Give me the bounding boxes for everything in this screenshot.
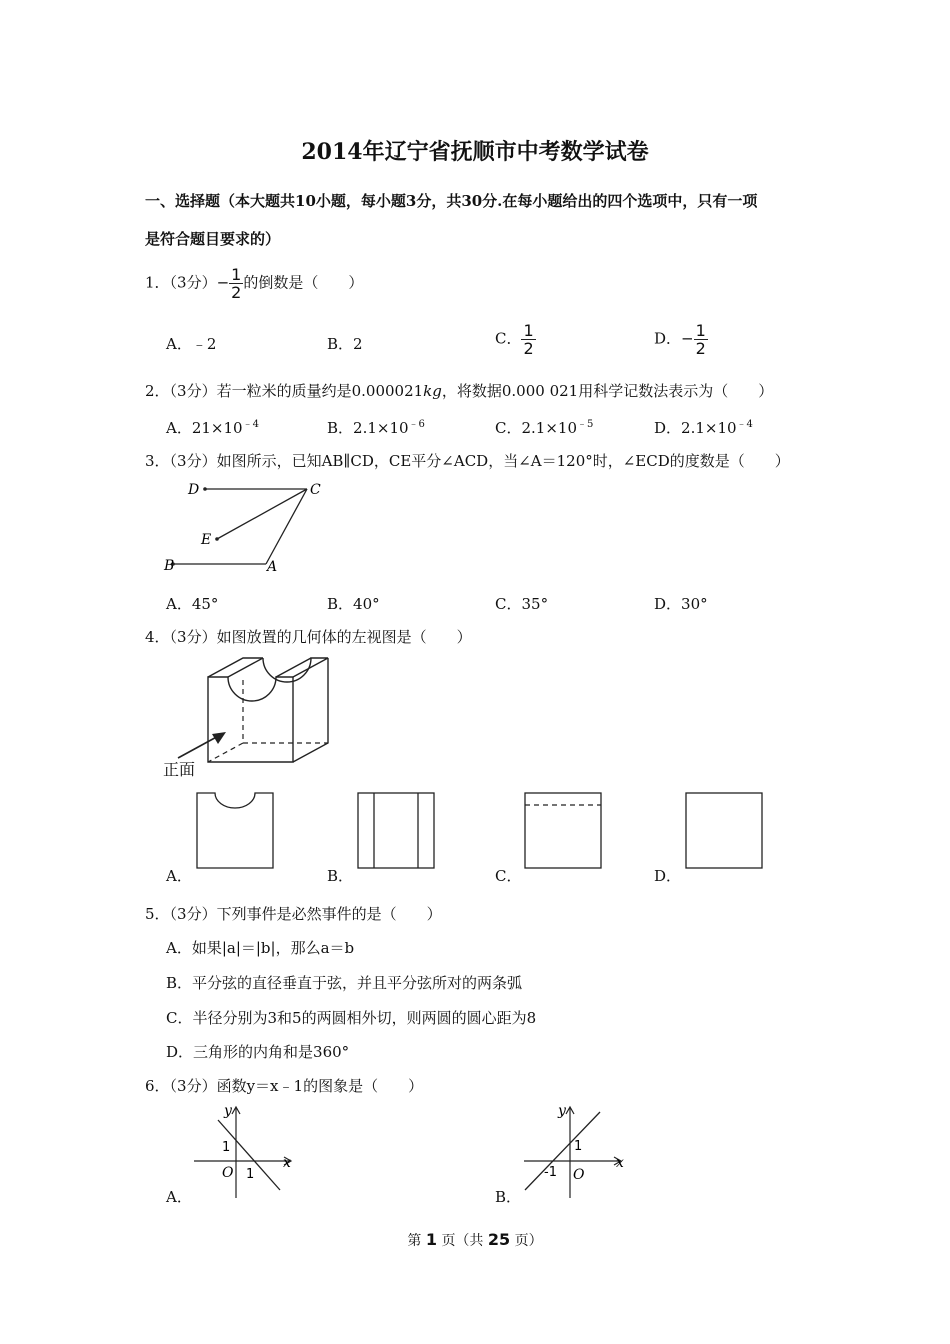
q1-d-num: 1 [695,321,706,340]
q4-front-label: 正面 [163,760,196,779]
q2-option-c [495,415,593,438]
q3-label-b: B [164,558,175,574]
q2-option-d [654,415,753,438]
q3-point-d [203,487,207,491]
q4-solid-lines [208,655,328,762]
q4-d-rect [686,793,762,868]
q4-a-shape [197,793,273,868]
q6b-label-one-y: 1 [574,1139,583,1154]
q2-d-exp: ﹣4 [736,419,753,430]
q6b-label-neg-one: -1 [544,1165,557,1180]
q2-b-base: B．2.1×10 [327,419,409,437]
q4-c-rect [525,793,601,868]
footer-total-pages: 25 [487,1230,511,1249]
q6-option-b: B． [495,1188,522,1206]
q4-option-d-figure [685,792,765,870]
q6-graph-b [520,1100,630,1200]
q1-c-fraction [521,322,535,357]
q5-option-c: C．半径分别为3和5的两圆相外切，则两圆的圆心距为8 [166,1009,537,1027]
question-3: 3．（3分）如图所示，已知AB∥CD，CE平分∠ACD，当∠A＝120°时，∠ECD的度数是（ ） [145,452,790,470]
q6a-label-one-y: 1 [222,1140,231,1155]
q6-option-a: A． [166,1188,192,1206]
q4-hidden-diagonal [208,743,243,762]
q4-front-face [208,677,293,762]
q4-option-c: C． [495,867,522,885]
q3-option-a: A．45° [166,595,219,613]
q1-prefix: 1．（3分） [145,273,217,292]
q4-option-b-figure [357,792,437,870]
q1-c-den: 2 [523,339,534,358]
q1-d-neg: − [681,329,694,348]
q4-top-edge [228,658,263,677]
page-footer [0,1230,950,1250]
q1-neg: − [216,273,230,292]
q1-c-label: C． [495,329,522,348]
q2-option-a [166,415,259,438]
footer-page-number: 1 [425,1230,437,1249]
q3-label-c: C [310,482,321,498]
q1-option-b: B．2 [327,335,363,353]
section-heading-line2: 是符合题目要求的） [145,230,281,248]
q4-hidden-lines [208,680,328,762]
q1-suffix: 的倒数是（ ） [243,273,364,292]
q4-option-d: D． [654,867,682,885]
q1-num: 1 [231,265,242,284]
q2-unit: kg [423,382,442,400]
q3-option-d: D．30° [654,595,708,613]
q1-den: 2 [231,283,242,302]
q3-label-a: A [267,559,278,575]
q3-label-d: D [188,482,200,498]
question-5: 5．（3分）下列事件是必然事件的是（ ） [145,905,442,923]
q3-point-e [215,537,219,541]
q4-option-b: B． [327,867,354,885]
q1-c-num: 1 [523,321,534,340]
q4-b-rect [358,793,434,868]
q5-option-b: B．平分弦的直径垂直于弦，并且平分弦所对的两条弧 [166,974,523,992]
q4-top-right [263,658,328,682]
q2-option-b [327,415,425,438]
q4-top-edge-2 [276,658,311,677]
q2-c-base: C．2.1×10 [495,419,577,437]
q6-graph-a [190,1100,300,1200]
q6b-line [525,1112,600,1190]
q6a-label-y: y [224,1103,232,1119]
q2-b-exp: ﹣6 [408,419,425,430]
q6b-label-y: y [558,1103,566,1119]
q1-option-c [495,322,536,357]
q1-fraction [229,266,243,301]
q1-option-a: A．﹣2 [166,335,217,353]
q4-option-c-figure [524,792,604,870]
q1-d-den: 2 [695,339,706,358]
q2-a-exp: ﹣4 [242,419,259,430]
q2-text-b: ，将数据0.000 021用科学记数法表示为（ ） [441,382,774,400]
footer-pre: 第 [407,1233,422,1249]
q6b-label-o: O [573,1167,585,1183]
q2-d-base: D．2.1×10 [654,419,737,437]
question-1 [145,266,363,301]
q2-c-exp: ﹣5 [577,419,594,430]
q3-figure [160,475,340,580]
q1-d-label: D． [654,329,682,348]
question-2 [145,380,773,401]
q3-label-e: E [201,532,212,548]
q2-a-base: A．21×10 [166,419,243,437]
q6a-label-one-x: 1 [246,1167,255,1182]
page-title: 2014年辽宁省抚顺市中考数学试卷 [301,139,649,165]
q6a-label-x: x [283,1155,291,1171]
footer-mid: 页（共 [441,1233,484,1249]
q4-option-a-figure [196,792,276,870]
q2-text-a: 2．（3分）若一粒米的质量约是0.000021 [145,382,424,400]
question-4: 4．（3分）如图放置的几何体的左视图是（ ） [145,628,472,646]
q3-option-c: C．35° [495,595,549,613]
question-6: 6．（3分）函数y＝x﹣1的图象是（ ） [145,1077,424,1095]
q5-option-a: A．如果|a|＝|b|，那么a＝b [166,939,355,957]
q1-d-fraction [694,322,708,357]
q6b-label-x: x [616,1155,624,1171]
q5-option-d: D．三角形的内角和是360° [166,1043,350,1061]
q4-top-left [208,658,263,677]
q4-option-a: A． [166,867,192,885]
q6a-label-o: O [222,1165,234,1181]
footer-post: 页） [514,1233,543,1249]
q3-option-b: B．40° [327,595,380,613]
q1-option-d [654,322,708,357]
section-heading-line1: 一、选择题（本大题共10小题，每小题3分，共30分.在每小题给出的四个选项中，只有一项 [145,192,758,210]
